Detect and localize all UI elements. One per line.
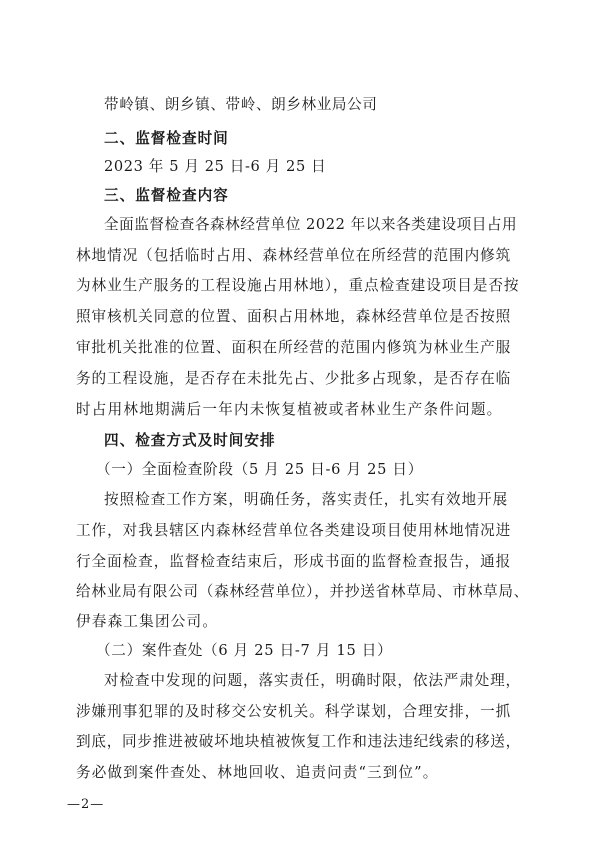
section-2-body: 2023 年 5 月 25 日-6 月 25 日 (104, 158, 327, 175)
section-3-line-5: 审批机关批准的位置、面积在所经营的范围内修筑为林业生产服 (76, 339, 512, 356)
section-3-line-3: 为林业生产服务的工程设施占用林地），重点检查建设项目是否按 (76, 277, 520, 294)
section-3-line-4: 照审核机关同意的位置、面积占用林地，森林经营单位是否按照 (76, 308, 512, 325)
page-number: —2— (67, 797, 105, 812)
section-3-line-6: 务的工程设施，是否存在未批先占、少批多占现象，是否存在临 (76, 370, 512, 387)
stage-2-line-3: 到底，同步推进被破坏地块植被恢复工作和违法违纪线索的移送， (76, 733, 521, 750)
stage-2-line-4: 务必做到案件查处、林地回收、追责问责“三到位”。 (76, 764, 439, 781)
section-3-line-1: 全面监督检查各森林经营单位 2022 年以来各类建设项目占用 (104, 216, 518, 233)
stage-1-line-2: 工作，对我县辖区内森林经营单位各类建设项目使用林地情况进 (76, 522, 512, 539)
stage-1-line-5: 伊春森工集团公司。 (76, 613, 219, 630)
stage-1-line-1: 按照检查工作方案，明确任务，落实责任，扎实有效地开展 (104, 491, 509, 508)
stage-1-line-3: 行全面检查，监督检查结束后，形成书面的监督检查报告，通报 (76, 553, 512, 570)
stage-2-line-1: 对检查中发现的问题，落实责任，明确时限，依法严肃处理， (104, 672, 521, 689)
section-3-line-2: 林地情况（包括临时占用、森林经营单位在所经营的范围内修筑 (76, 247, 512, 264)
section-3-line-7: 时占用林地期满后一年内未恢复植被或者林业生产条件问题。 (76, 401, 503, 418)
stage-2-heading: （二）案件查处（6 月 25 日-7 月 15 日） (96, 642, 393, 659)
section-4-heading: 四、检查方式及时间安排 (104, 432, 276, 449)
section-2-heading: 二、监督检查时间 (104, 130, 229, 147)
stage-1-line-4: 给林业局有限公司（森林经营单位），并抄送省林草局、市林草局、 (76, 583, 530, 600)
stage-2-line-2: 涉嫌刑事犯罪的及时移交公安机关。科学谋划，合理安排，一抓 (76, 703, 512, 720)
intro-line: 带岭镇、朗乡镇、带岭、朗乡林业局公司 (104, 96, 378, 113)
stage-1-heading: （一）全面检查阶段（5 月 25 日-6 月 25 日） (96, 461, 423, 478)
section-3-heading: 三、监督检查内容 (104, 187, 229, 204)
